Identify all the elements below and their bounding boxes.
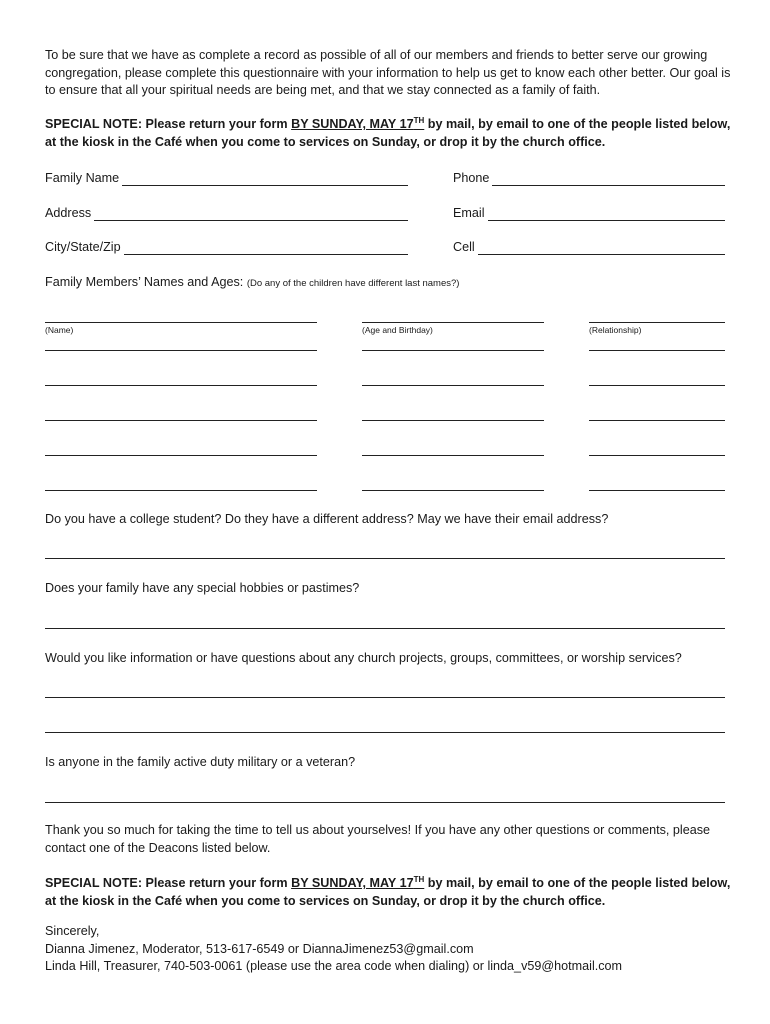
city-state-zip-line[interactable] (124, 242, 408, 255)
special-note-deadline: BY SUNDAY, MAY 17TH (291, 115, 425, 131)
answer-line-hobbies[interactable] (45, 628, 725, 629)
closing-block (45, 923, 735, 976)
cell-line[interactable] (478, 242, 725, 255)
member-relationship-line-3[interactable] (589, 385, 725, 386)
address-field[interactable] (45, 205, 408, 221)
family-name-label: Family Name (45, 171, 120, 185)
special-note-rest: by mail, by email to one of the people listed below, at the kiosk in the Café when you come to services on Sunday, or drop it by the church office. (45, 876, 731, 908)
member-relationship-line-2[interactable] (589, 350, 725, 351)
email-line[interactable] (488, 208, 726, 221)
member-relationship-line-6[interactable] (589, 490, 725, 491)
email-field[interactable] (453, 205, 725, 221)
special-note-label: SPECIAL NOTE: Please return your form (45, 117, 292, 131)
question-church-info: Would you like information or have questions about any church projects, groups, committees, or worship services? (45, 651, 682, 665)
member-age-line-5[interactable] (362, 455, 544, 456)
member-name-line-2[interactable] (45, 350, 317, 351)
answer-line-college[interactable] (45, 558, 725, 559)
special-note-deadline: BY SUNDAY, MAY 17TH (291, 874, 425, 890)
col-name-label: (Name) (45, 325, 74, 335)
family-members-heading (45, 274, 459, 292)
cell-label: Cell (453, 240, 475, 254)
family-members-title: Family Members’ Names and Ages: (45, 275, 244, 289)
question-military: Is anyone in the family active duty military or a veteran? (45, 755, 356, 769)
member-age-line-3[interactable] (362, 385, 544, 386)
member-name-line-1[interactable] (45, 322, 317, 323)
member-relationship-line-4[interactable] (589, 420, 725, 421)
city-state-zip-field[interactable] (45, 239, 408, 255)
col-age-label: (Age and Birthday) (362, 325, 433, 335)
city-state-zip-label: City/State/Zip (45, 240, 121, 254)
special-note-label: SPECIAL NOTE: Please return your form (45, 876, 292, 890)
member-name-line-5[interactable] (45, 455, 317, 456)
contact-treasurer: Linda Hill, Treasurer, 740-503-0061 (please use the area code when dialing) or linda_v59@hotmail.com (45, 959, 623, 973)
member-age-line-1[interactable] (362, 322, 544, 323)
member-name-line-4[interactable] (45, 420, 317, 421)
question-hobbies: Does your family have any special hobbies or pastimes? (45, 581, 360, 595)
phone-label: Phone (453, 171, 490, 185)
member-name-line-6[interactable] (45, 490, 317, 491)
phone-line[interactable] (492, 173, 725, 186)
special-note-rest: by mail, by email to one of the people listed below, at the kiosk in the Café when you come to services on Sunday, or drop it by the church office. (45, 117, 731, 149)
member-name-line-3[interactable] (45, 385, 317, 386)
member-age-line-6[interactable] (362, 490, 544, 491)
email-label: Email (453, 206, 485, 220)
family-members-note: (Do any of the children have different last names?) (246, 278, 460, 289)
family-name-line[interactable] (122, 173, 408, 186)
member-age-line-2[interactable] (362, 350, 544, 351)
answer-line-church-info-2[interactable] (45, 732, 725, 733)
question-college: Do you have a college student? Do they have a different address? May we have their email address? (45, 512, 609, 526)
cell-field[interactable] (453, 239, 725, 255)
answer-line-church-info-1[interactable] (45, 697, 725, 698)
contact-moderator: Dianna Jimenez, Moderator, 513-617-6549 or DiannaJimenez53@gmail.com (45, 941, 474, 956)
sincerely: Sincerely, (45, 924, 100, 938)
family-name-field[interactable] (45, 170, 408, 186)
address-line[interactable] (94, 208, 408, 221)
thanks-paragraph: Thank you so much for taking the time to tell us about yourselves! If you have any other questions or comments, please contact one of the Deacons listed below. (45, 823, 711, 855)
special-note-top (45, 116, 735, 151)
member-relationship-line-1[interactable] (589, 322, 725, 323)
special-note-bottom (45, 875, 735, 910)
phone-field[interactable] (453, 170, 725, 186)
intro-paragraph: To be sure that we have as complete a record as possible of all of our members and friends to better serve our growing congregation, please complete this questionnaire with your information to help us get to know each other better. Our goal is to ensure that all your spiritual needs are being met, and that we stay connected as a family of faith. (45, 48, 731, 97)
address-label: Address (45, 206, 92, 220)
col-relationship-label: (Relationship) (589, 325, 642, 335)
answer-line-military[interactable] (45, 802, 725, 803)
member-age-line-4[interactable] (362, 420, 544, 421)
member-relationship-line-5[interactable] (589, 455, 725, 456)
